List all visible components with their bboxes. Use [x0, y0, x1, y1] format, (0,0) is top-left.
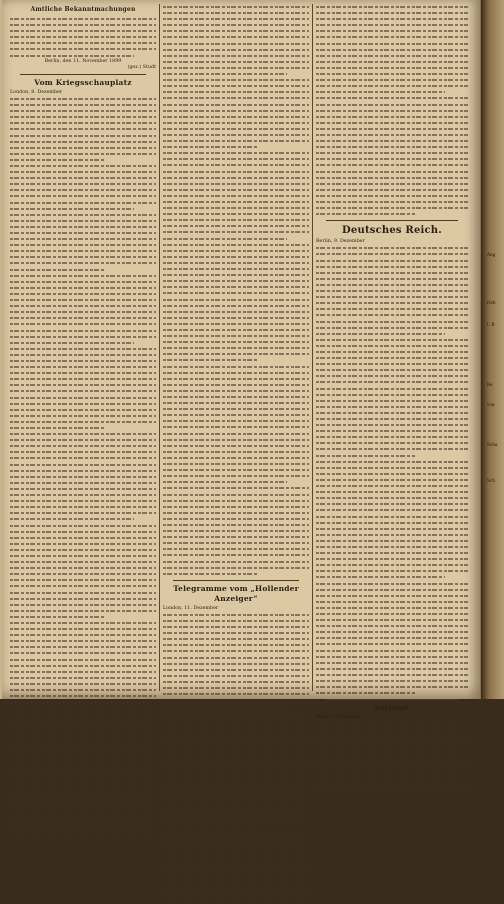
margin-note: Ang: [487, 252, 496, 257]
column-2: [163, 4, 309, 693]
margin-note: Schu: [487, 442, 498, 447]
margin-note: Sch: [487, 478, 495, 483]
notice-heading: Amtliche Bekanntmachungen: [30, 6, 136, 13]
margin-note: rieb: [487, 300, 496, 305]
dateline: Berlin, den 11. November 1899: [44, 58, 122, 64]
signature: (gez.) Studt: [127, 64, 156, 70]
column-rule: [312, 4, 313, 691]
margin-note: von: [487, 402, 495, 407]
column-rule: [159, 4, 160, 691]
column-3: [316, 4, 468, 721]
dateline: London, 11. Dezember: [163, 605, 219, 611]
section-heading-telegrams: Telegramme vom „Hollender Anzeiger“: [173, 583, 299, 603]
column-1: [10, 4, 156, 693]
margin-note: Be: [487, 382, 493, 387]
dateline: London, 8. Dezember: [10, 89, 63, 95]
section-heading-war: Vom Kriegsschauplatz: [34, 77, 132, 87]
section-heading-ausland: Ausland.: [372, 703, 412, 713]
dateline: Wien, 9. Dezember: [316, 715, 363, 721]
dateline: Berlin, 9. Dezember: [316, 239, 365, 245]
adjacent-page-edge: [481, 0, 504, 699]
section-heading-reich: Deutsches Reich.: [342, 225, 442, 237]
margin-note: I. B: [487, 322, 495, 327]
newspaper-page: [2, 0, 480, 721]
